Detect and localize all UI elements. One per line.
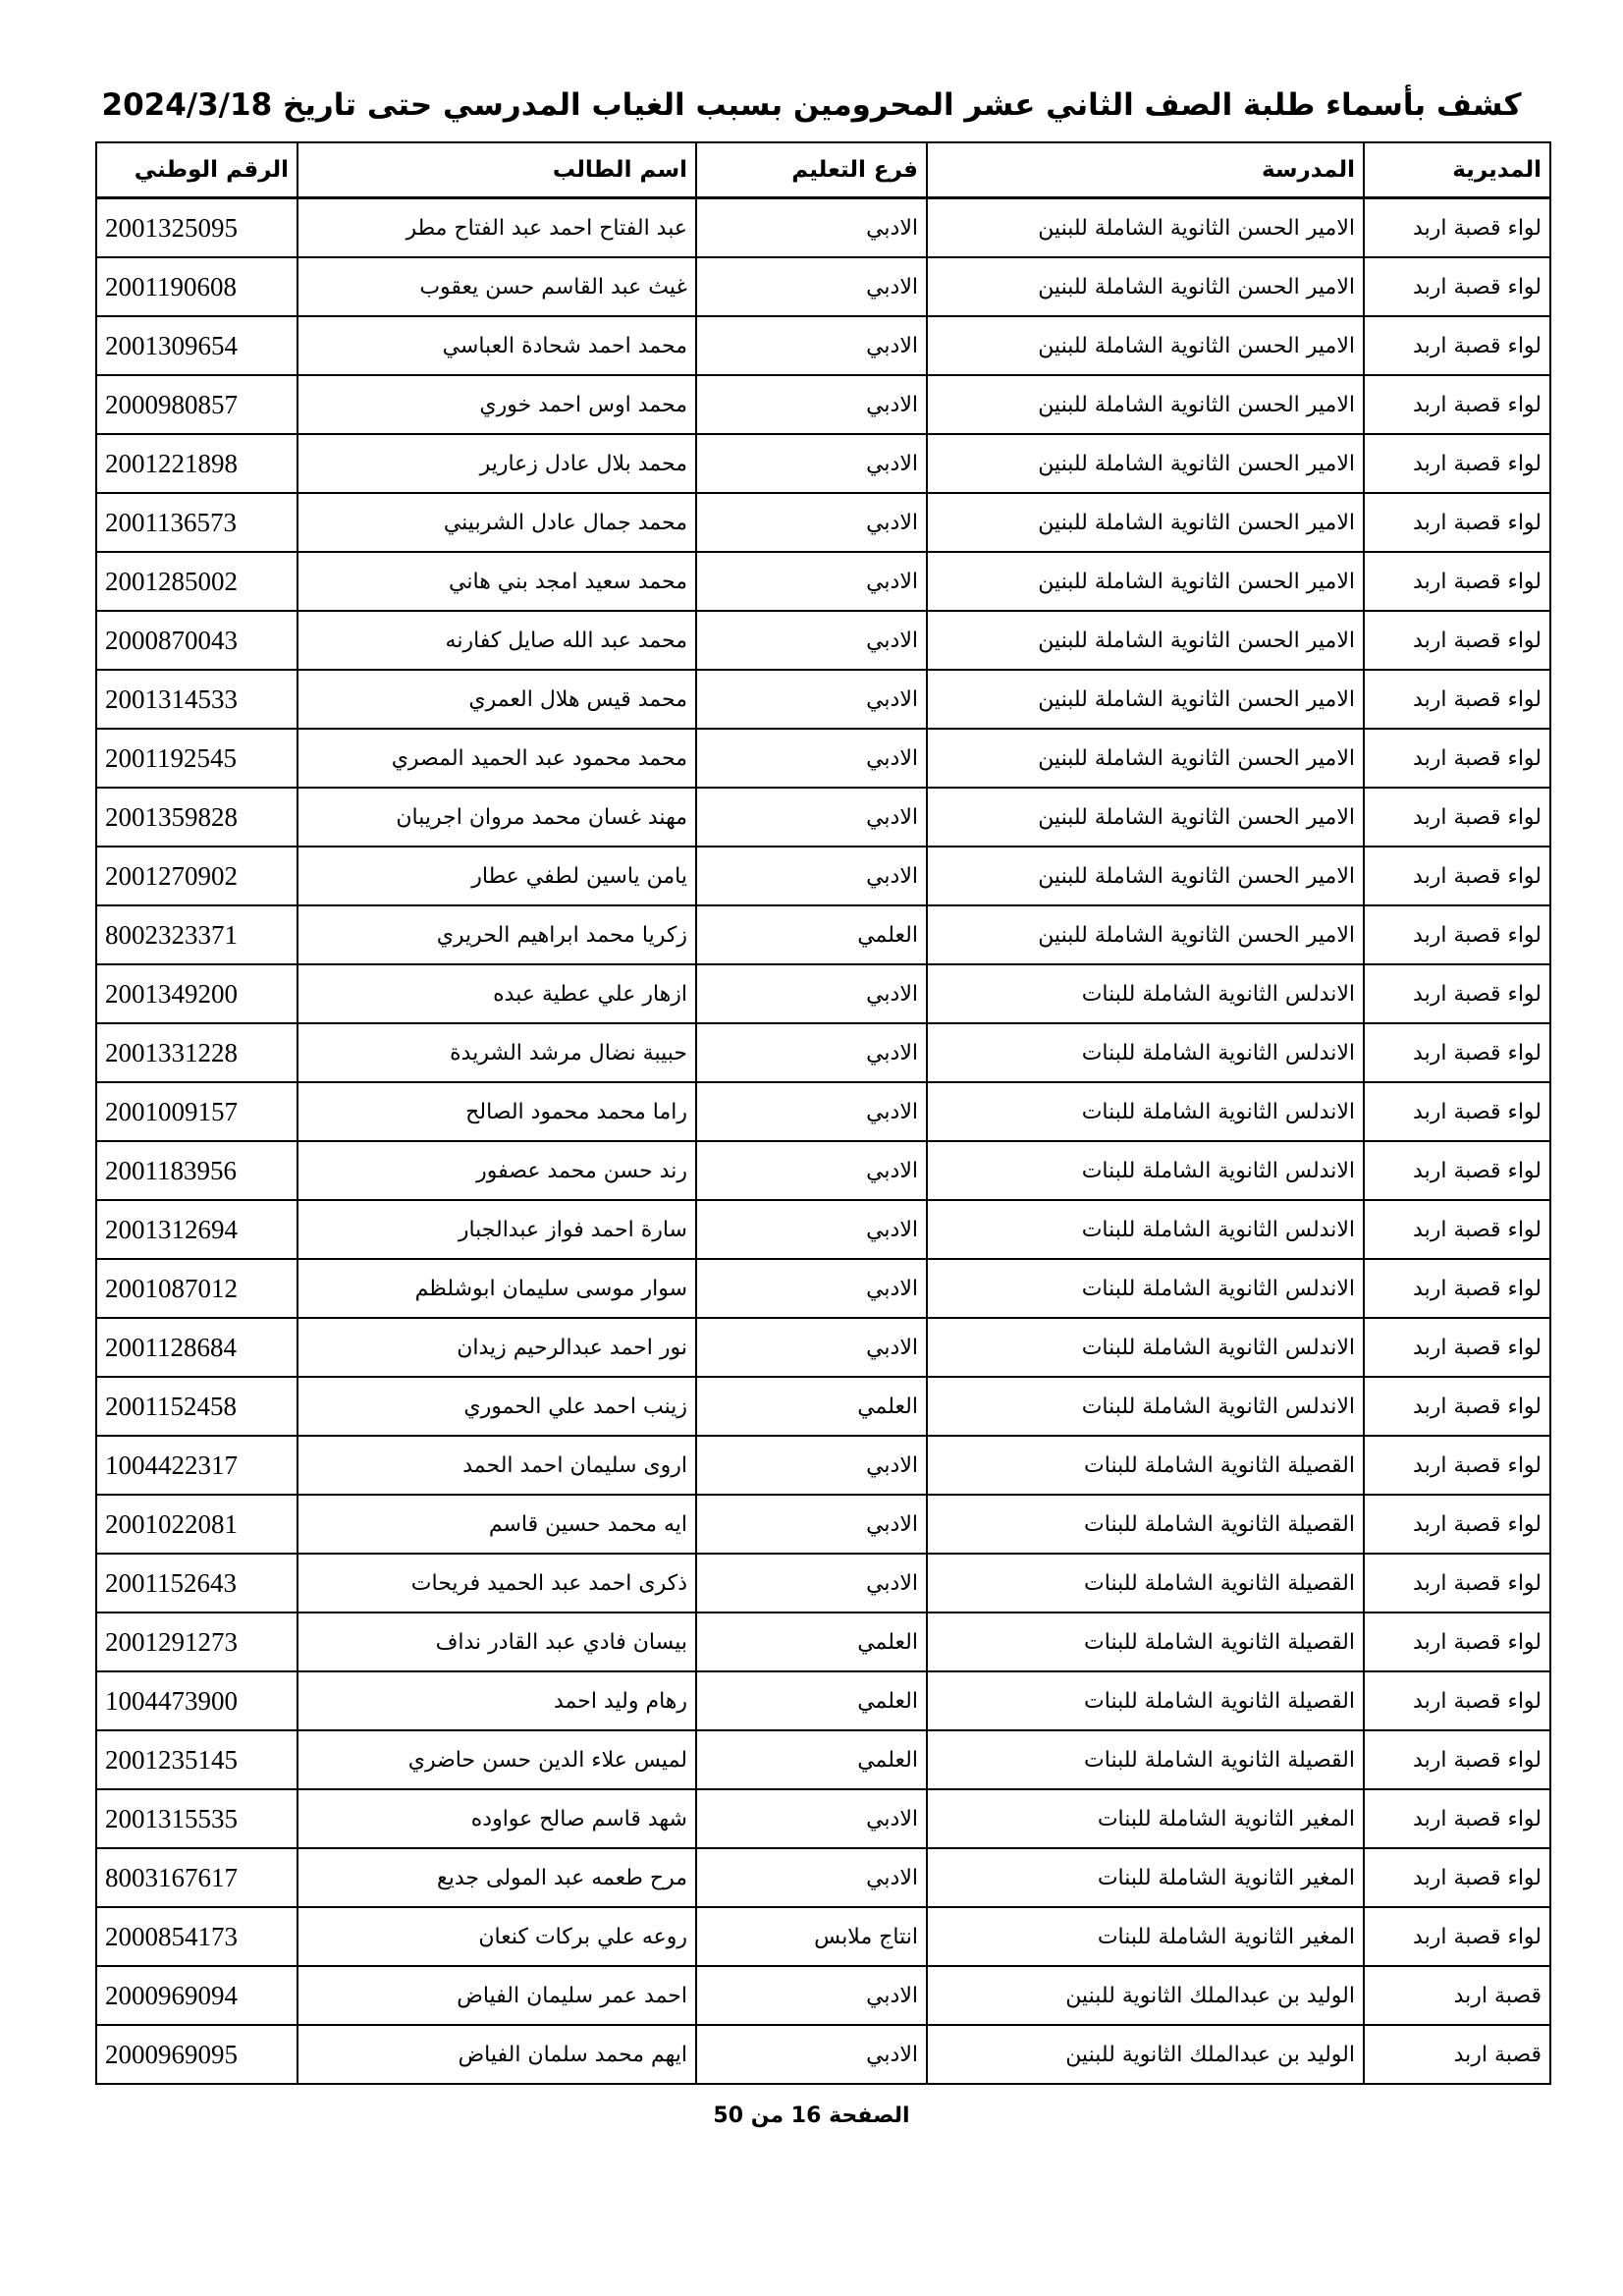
cell-directorate: لواء قصبة اربد [1364, 1554, 1550, 1613]
cell-school: الامير الحسن الثانوية الشاملة للبنين [927, 905, 1364, 964]
cell-branch: العلمي [696, 905, 927, 964]
cell-school: المغير الثانوية الشاملة للبنات [927, 1848, 1364, 1907]
cell-student-name: رهام وليد احمد [298, 1671, 696, 1730]
cell-national-id: 2001221898 [96, 434, 298, 493]
cell-student-name: محمد عبد الله صايل كفارنه [298, 611, 696, 670]
cell-branch: الادبي [696, 1789, 927, 1848]
cell-student-name: ذكرى احمد عبد الحميد فريحات [298, 1554, 696, 1613]
cell-directorate: لواء قصبة اربد [1364, 788, 1550, 847]
cell-directorate: لواء قصبة اربد [1364, 1436, 1550, 1495]
cell-directorate: لواء قصبة اربد [1364, 729, 1550, 788]
cell-national-id: 2001190608 [96, 257, 298, 316]
cell-branch: الادبي [696, 729, 927, 788]
cell-national-id: 2001291273 [96, 1613, 298, 1671]
cell-national-id: 2001087012 [96, 1259, 298, 1318]
cell-directorate: لواء قصبة اربد [1364, 257, 1550, 316]
cell-directorate: لواء قصبة اربد [1364, 1377, 1550, 1436]
cell-directorate: لواء قصبة اربد [1364, 493, 1550, 552]
cell-school: الاندلس الثانوية الشاملة للبنات [927, 1141, 1364, 1200]
cell-school: الامير الحسن الثانوية الشاملة للبنين [927, 847, 1364, 905]
cell-branch: الادبي [696, 1259, 927, 1318]
cell-student-name: روعه علي بركات كنعان [298, 1907, 696, 1966]
table-row [96, 1436, 1550, 1495]
cell-school: الاندلس الثانوية الشاملة للبنات [927, 1377, 1364, 1436]
cell-branch: الادبي [696, 964, 927, 1023]
cell-directorate: لواء قصبة اربد [1364, 316, 1550, 375]
cell-school: الامير الحسن الثانوية الشاملة للبنين [927, 493, 1364, 552]
cell-student-name: شهد قاسم صالح عواوده [298, 1789, 696, 1848]
cell-directorate: لواء قصبة اربد [1364, 1141, 1550, 1200]
cell-student-name: محمد سعيد امجد بني هاني [298, 552, 696, 611]
cell-branch: الادبي [696, 1495, 927, 1554]
cell-school: الامير الحسن الثانوية الشاملة للبنين [927, 729, 1364, 788]
cell-national-id: 2001192545 [96, 729, 298, 788]
cell-school: المغير الثانوية الشاملة للبنات [927, 1789, 1364, 1848]
cell-directorate: لواء قصبة اربد [1364, 1671, 1550, 1730]
header-branch: فرع التعليم [696, 142, 927, 198]
table-header-row [96, 142, 1550, 198]
cell-branch: الادبي [696, 434, 927, 493]
cell-branch: الادبي [696, 493, 927, 552]
cell-directorate: لواء قصبة اربد [1364, 1848, 1550, 1907]
cell-national-id: 2000980857 [96, 375, 298, 434]
cell-school: الاندلس الثانوية الشاملة للبنات [927, 1023, 1364, 1082]
cell-directorate: لواء قصبة اربد [1364, 1907, 1550, 1966]
cell-student-name: ايه محمد حسين قاسم [298, 1495, 696, 1554]
cell-school: القصيلة الثانوية الشاملة للبنات [927, 1730, 1364, 1789]
cell-school: الاندلس الثانوية الشاملة للبنات [927, 1259, 1364, 1318]
cell-directorate: لواء قصبة اربد [1364, 847, 1550, 905]
cell-branch: الادبي [696, 1966, 927, 2025]
cell-branch: الادبي [696, 375, 927, 434]
cell-student-name: نور احمد عبدالرحيم زيدان [298, 1318, 696, 1377]
cell-student-name: غيث عبد القاسم حسن يعقوب [298, 257, 696, 316]
table-row [96, 434, 1550, 493]
cell-school: الاندلس الثانوية الشاملة للبنات [927, 1082, 1364, 1141]
cell-directorate: لواء قصبة اربد [1364, 198, 1550, 258]
cell-directorate: لواء قصبة اربد [1364, 1495, 1550, 1554]
cell-directorate: لواء قصبة اربد [1364, 434, 1550, 493]
cell-branch: العلمي [696, 1377, 927, 1436]
cell-student-name: محمد جمال عادل الشربيني [298, 493, 696, 552]
table-row [96, 670, 1550, 729]
cell-school: الامير الحسن الثانوية الشاملة للبنين [927, 788, 1364, 847]
cell-school: القصيلة الثانوية الشاملة للبنات [927, 1436, 1364, 1495]
cell-student-name: مهند غسان محمد مروان اجريبان [298, 788, 696, 847]
cell-directorate: قصبة اربد [1364, 2025, 1550, 2084]
cell-national-id: 2000969095 [96, 2025, 298, 2084]
cell-national-id: 2001270902 [96, 847, 298, 905]
cell-national-id: 2001309654 [96, 316, 298, 375]
table-row [96, 1023, 1550, 1082]
cell-school: الامير الحسن الثانوية الشاملة للبنين [927, 434, 1364, 493]
table-row [96, 1613, 1550, 1671]
cell-school: الاندلس الثانوية الشاملة للبنات [927, 1318, 1364, 1377]
cell-national-id: 2001314533 [96, 670, 298, 729]
cell-national-id: 2001331228 [96, 1023, 298, 1082]
cell-branch: الادبي [696, 611, 927, 670]
cell-national-id: 2000854173 [96, 1907, 298, 1966]
cell-school: الامير الحسن الثانوية الشاملة للبنين [927, 375, 1364, 434]
cell-branch: العلمي [696, 1613, 927, 1671]
cell-national-id: 2001359828 [96, 788, 298, 847]
cell-school: القصيلة الثانوية الشاملة للبنات [927, 1613, 1364, 1671]
cell-branch: العلمي [696, 1671, 927, 1730]
header-national-id: الرقم الوطني [96, 142, 298, 198]
cell-school: الامير الحسن الثانوية الشاملة للبنين [927, 257, 1364, 316]
cell-branch: انتاج ملابس [696, 1907, 927, 1966]
cell-student-name: رند حسن محمد عصفور [298, 1141, 696, 1200]
cell-national-id: 2000870043 [96, 611, 298, 670]
cell-branch: الادبي [696, 847, 927, 905]
cell-national-id: 2001183956 [96, 1141, 298, 1200]
table-row [96, 847, 1550, 905]
cell-school: الاندلس الثانوية الشاملة للبنات [927, 1200, 1364, 1259]
table-row [96, 1848, 1550, 1907]
cell-branch: الادبي [696, 1848, 927, 1907]
cell-directorate: لواء قصبة اربد [1364, 905, 1550, 964]
table-row [96, 1789, 1550, 1848]
cell-directorate: قصبة اربد [1364, 1966, 1550, 2025]
table-row [96, 493, 1550, 552]
cell-national-id: 8003167617 [96, 1848, 298, 1907]
table-row [96, 375, 1550, 434]
header-directorate: المديرية [1364, 142, 1550, 198]
cell-student-name: زكريا محمد ابراهيم الحريري [298, 905, 696, 964]
header-student-name: اسم الطالب [298, 142, 696, 198]
cell-directorate: لواء قصبة اربد [1364, 1318, 1550, 1377]
cell-student-name: مرح طعمه عبد المولى جديع [298, 1848, 696, 1907]
cell-student-name: عبد الفتاح احمد عبد الفتاح مطر [298, 198, 696, 258]
cell-directorate: لواء قصبة اربد [1364, 1789, 1550, 1848]
cell-national-id: 2001235145 [96, 1730, 298, 1789]
cell-student-name: زينب احمد علي الحموري [298, 1377, 696, 1436]
table-row [96, 1200, 1550, 1259]
cell-directorate: لواء قصبة اربد [1364, 964, 1550, 1023]
cell-branch: الادبي [696, 1200, 927, 1259]
cell-school: الامير الحسن الثانوية الشاملة للبنين [927, 670, 1364, 729]
students-table [95, 141, 1551, 2085]
cell-directorate: لواء قصبة اربد [1364, 1259, 1550, 1318]
cell-student-name: احمد عمر سليمان الفياض [298, 1966, 696, 2025]
cell-directorate: لواء قصبة اربد [1364, 1613, 1550, 1671]
cell-branch: الادبي [696, 552, 927, 611]
cell-branch: الادبي [696, 1554, 927, 1613]
cell-national-id: 2001312694 [96, 1200, 298, 1259]
cell-directorate: لواء قصبة اربد [1364, 1200, 1550, 1259]
cell-branch: الادبي [696, 1436, 927, 1495]
table-row [96, 1671, 1550, 1730]
cell-school: القصيلة الثانوية الشاملة للبنات [927, 1554, 1364, 1613]
table-row [96, 552, 1550, 611]
table-row [96, 905, 1550, 964]
cell-branch: العلمي [696, 1730, 927, 1789]
table-row [96, 257, 1550, 316]
cell-school: الامير الحسن الثانوية الشاملة للبنين [927, 611, 1364, 670]
cell-student-name: بيسان فادي عبد القادر نداف [298, 1613, 696, 1671]
cell-student-name: لميس علاء الدين حسن حاضري [298, 1730, 696, 1789]
cell-school: الامير الحسن الثانوية الشاملة للبنين [927, 552, 1364, 611]
cell-student-name: سارة احمد فواز عبدالجبار [298, 1200, 696, 1259]
cell-student-name: محمد اوس احمد خوري [298, 375, 696, 434]
table-row [96, 1377, 1550, 1436]
table-body [96, 198, 1550, 2085]
cell-student-name: محمد محمود عبد الحميد المصري [298, 729, 696, 788]
table-row [96, 729, 1550, 788]
document-title: كشف بأسماء طلبة الصف الثاني عشر المحرومين بسبب الغياب المدرسي حتى تاريخ 2024/3/18 [101, 87, 1522, 123]
cell-student-name: محمد بلال عادل زعارير [298, 434, 696, 493]
cell-student-name: حبيبة نضال مرشد الشريدة [298, 1023, 696, 1082]
table-row [96, 611, 1550, 670]
cell-directorate: لواء قصبة اربد [1364, 670, 1550, 729]
table-row [96, 316, 1550, 375]
cell-national-id: 2001136573 [96, 493, 298, 552]
table-row [96, 1082, 1550, 1141]
table-row [96, 1966, 1550, 2025]
table-row [96, 1730, 1550, 1789]
cell-school: المغير الثانوية الشاملة للبنات [927, 1907, 1364, 1966]
cell-directorate: لواء قصبة اربد [1364, 552, 1550, 611]
cell-branch: الادبي [696, 1082, 927, 1141]
cell-national-id: 8002323371 [96, 905, 298, 964]
cell-school: الوليد بن عبدالملك الثانوية للبنين [927, 2025, 1364, 2084]
cell-directorate: لواء قصبة اربد [1364, 1023, 1550, 1082]
cell-student-name: محمد قيس هلال العمري [298, 670, 696, 729]
cell-branch: الادبي [696, 2025, 927, 2084]
table-row [96, 1318, 1550, 1377]
cell-student-name: ازهار علي عطية عبده [298, 964, 696, 1023]
cell-school: الامير الحسن الثانوية الشاملة للبنين [927, 198, 1364, 258]
cell-branch: الادبي [696, 198, 927, 258]
cell-school: القصيلة الثانوية الشاملة للبنات [927, 1495, 1364, 1554]
header-school: المدرسة [927, 142, 1364, 198]
cell-national-id: 2001152458 [96, 1377, 298, 1436]
cell-branch: الادبي [696, 788, 927, 847]
cell-student-name: سوار موسى سليمان ابوشلظم [298, 1259, 696, 1318]
cell-branch: الادبي [696, 1023, 927, 1082]
cell-directorate: لواء قصبة اربد [1364, 1082, 1550, 1141]
cell-branch: الادبي [696, 1141, 927, 1200]
cell-national-id: 2001022081 [96, 1495, 298, 1554]
cell-national-id: 2001315535 [96, 1789, 298, 1848]
page-number: الصفحة 16 من 50 [713, 2104, 910, 2128]
table-row [96, 788, 1550, 847]
table-row [96, 1259, 1550, 1318]
cell-branch: الادبي [696, 316, 927, 375]
cell-directorate: لواء قصبة اربد [1364, 375, 1550, 434]
cell-directorate: لواء قصبة اربد [1364, 611, 1550, 670]
cell-national-id: 2000969094 [96, 1966, 298, 2025]
cell-national-id: 2001009157 [96, 1082, 298, 1141]
cell-branch: الادبي [696, 1318, 927, 1377]
cell-branch: الادبي [696, 670, 927, 729]
cell-student-name: ايهم محمد سلمان الفياض [298, 2025, 696, 2084]
cell-directorate: لواء قصبة اربد [1364, 1730, 1550, 1789]
cell-national-id: 2001285002 [96, 552, 298, 611]
cell-school: الوليد بن عبدالملك الثانوية للبنين [927, 1966, 1364, 2025]
cell-school: القصيلة الثانوية الشاملة للبنات [927, 1671, 1364, 1730]
cell-national-id: 2001349200 [96, 964, 298, 1023]
table-row [96, 198, 1550, 258]
cell-student-name: يامن ياسين لطفي عطار [298, 847, 696, 905]
cell-student-name: محمد احمد شحادة العباسي [298, 316, 696, 375]
cell-national-id: 2001152643 [96, 1554, 298, 1613]
table-row [96, 964, 1550, 1023]
cell-school: الاندلس الثانوية الشاملة للبنات [927, 964, 1364, 1023]
cell-school: الامير الحسن الثانوية الشاملة للبنين [927, 316, 1364, 375]
cell-student-name: راما محمد محمود الصالح [298, 1082, 696, 1141]
table-row [96, 1554, 1550, 1613]
table-row [96, 1907, 1550, 1966]
cell-national-id: 1004422317 [96, 1436, 298, 1495]
cell-national-id: 1004473900 [96, 1671, 298, 1730]
cell-branch: الادبي [696, 257, 927, 316]
table-row [96, 1495, 1550, 1554]
table-row [96, 2025, 1550, 2084]
cell-student-name: اروى سليمان احمد الحمد [298, 1436, 696, 1495]
cell-national-id: 2001325095 [96, 198, 298, 258]
table-row [96, 1141, 1550, 1200]
cell-national-id: 2001128684 [96, 1318, 298, 1377]
